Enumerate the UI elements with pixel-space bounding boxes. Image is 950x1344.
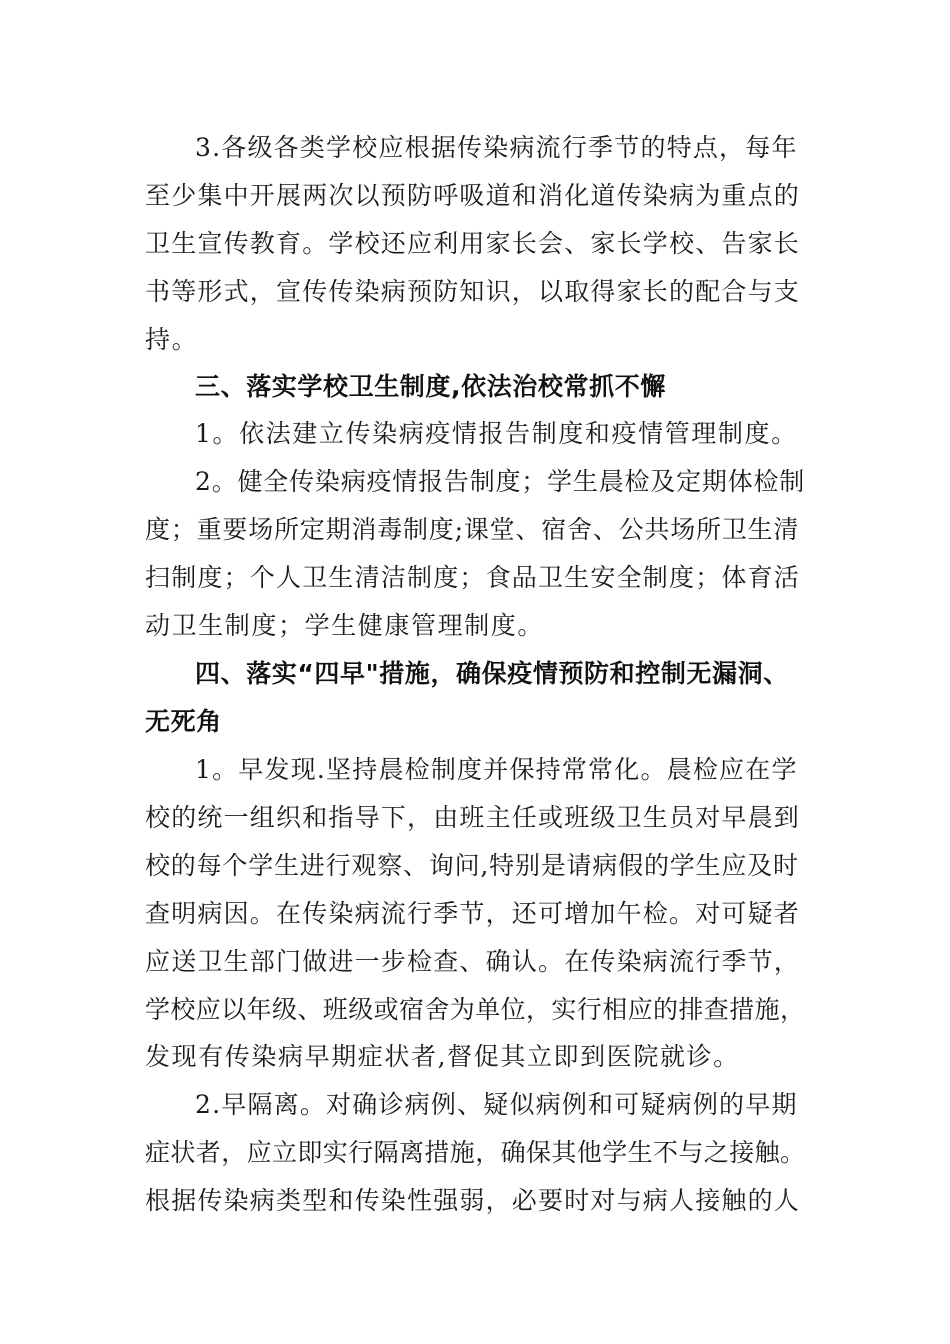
paragraph-line: 3.各级各类学校应根据传染病流行季节的特点，每年 (195, 133, 798, 162)
paragraph-line: 学校应以年级、班级或宿舍为单位，实行相应的排查措施， (145, 995, 805, 1024)
paragraph-line: 动卫生制度；学生健康管理制度。 (145, 611, 545, 640)
section-heading: 三、落实学校卫生制度,依法治校常抓不懈 (195, 372, 666, 401)
paragraph-line: 2。健全传染病疫情报告制度；学生晨检及定期体检制 (195, 467, 805, 496)
paragraph-line: 症状者，应立即实行隔离措施，确保其他学生不与之接触。 (145, 1138, 805, 1167)
paragraph-line: 1。依法建立传染病疫情报告制度和疫情管理制度。 (195, 419, 798, 448)
section-heading: 无死角 (145, 707, 222, 736)
paragraph-line: 校的统一组织和指导下，由班主任或班级卫生员对早晨到 (145, 803, 801, 832)
paragraph-line: 根据传染病类型和传染性强弱，必要时对与病人接触的人 (145, 1186, 801, 1215)
paragraph-line: 持。 (145, 325, 199, 354)
paragraph-line: 度；重要场所定期消毒制度;课堂、宿舍、公共场所卫生清 (145, 515, 800, 544)
paragraph-line: 1。早发现.坚持晨检制度并保持常常化。晨检应在学 (195, 755, 798, 784)
paragraph-line: 书等形式，宣传传染病预防知识，以取得家长的配合与支 (145, 277, 801, 306)
paragraph-line: 卫生宣传教育。学校还应利用家长会、家长学校、告家长 (145, 229, 801, 258)
paragraph-line: 发现有传染病早期症状者,督促其立即到医院就诊。 (145, 1042, 740, 1071)
paragraph-line: 扫制度；个人卫生清洁制度；食品卫生安全制度；体育活 (145, 563, 801, 592)
section-heading: 四、落实“四早"措施，确保疫情预防和控制无漏洞、 (195, 659, 789, 688)
paragraph-line: 2.早隔离。对确诊病例、疑似病例和可疑病例的早期 (195, 1090, 798, 1119)
paragraph-line: 查明病因。在传染病流行季节，还可增加午检。对可疑者 (145, 899, 801, 928)
paragraph-line: 至少集中开展两次以预防呼吸道和消化道传染病为重点的 (145, 181, 801, 210)
paragraph-line: 应送卫生部门做进一步检查、确认。在传染病流行季节， (145, 947, 801, 976)
paragraph-line: 校的每个学生进行观察、询问,特别是请病假的学生应及时 (145, 851, 799, 880)
